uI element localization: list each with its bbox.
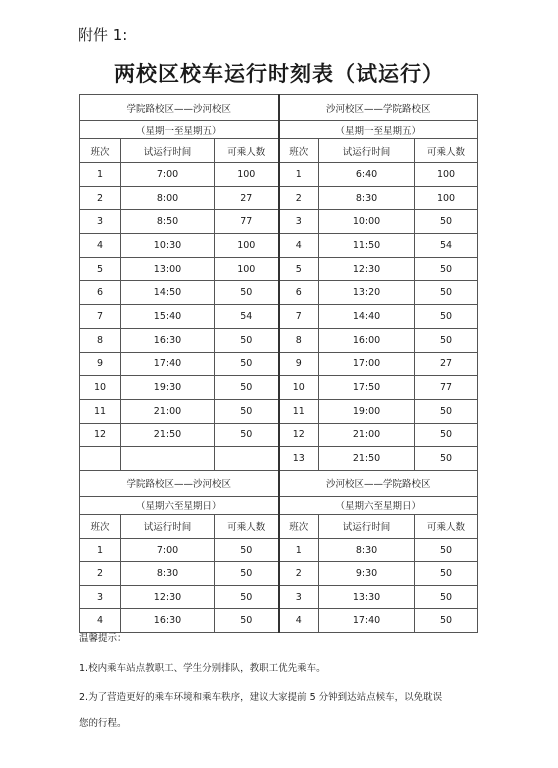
weekend-row [80,538,478,562]
left-no-cell: 1 [80,538,121,562]
right-time-cell: 21:00 [319,423,415,447]
left-no-cell: 9 [80,352,121,376]
left-no-cell: 3 [80,585,121,609]
weekday-right-route: 沙河校区——学院路校区 [279,95,478,121]
col-header-capacity: 可乘人数 [415,514,478,538]
col-header-no: 班次 [279,514,319,538]
left-capacity-cell: 50 [215,585,279,609]
weekday-row [80,399,478,423]
col-header-no: 班次 [80,139,121,163]
left-time-cell: 7:00 [121,163,215,187]
left-time-cell: 10:30 [121,234,215,258]
right-capacity-cell: 50 [415,423,478,447]
weekday-row [80,281,478,305]
page-title: 两校区校车运行时刻表（试运行） [114,61,444,86]
left-time-cell: 19:30 [121,376,215,400]
weekday-row [80,447,478,471]
right-no-cell: 2 [279,562,319,586]
left-capacity-cell: 100 [215,257,279,281]
weekend-right-days: （星期六至星期日） [279,496,478,514]
weekday-row [80,352,478,376]
right-capacity-cell: 50 [415,281,478,305]
right-no-cell: 1 [279,538,319,562]
left-time-cell: 8:50 [121,210,215,234]
right-no-cell: 13 [279,447,319,471]
right-time-cell: 17:40 [319,609,415,633]
right-time-cell: 17:00 [319,352,415,376]
right-time-cell: 10:00 [319,210,415,234]
left-no-cell: 2 [80,562,121,586]
right-time-cell: 17:50 [319,376,415,400]
left-capacity-cell: 50 [215,423,279,447]
right-capacity-cell: 27 [415,352,478,376]
weekday-right-days: （星期一至星期五） [279,121,478,139]
right-capacity-cell: 50 [415,328,478,352]
col-header-time: 试运行时间 [319,514,415,538]
right-no-cell: 5 [279,257,319,281]
col-header-time: 试运行时间 [121,514,215,538]
right-time-cell: 19:00 [319,399,415,423]
left-no-cell: 4 [80,609,121,633]
weekday-row [80,210,478,234]
right-time-cell: 8:30 [319,538,415,562]
left-time-cell: 14:50 [121,281,215,305]
col-header-no: 班次 [80,514,121,538]
weekday-row [80,423,478,447]
left-no-cell: 3 [80,210,121,234]
left-time-cell: 21:00 [121,399,215,423]
left-no-cell [80,447,121,471]
left-capacity-cell: 50 [215,609,279,633]
right-capacity-cell: 50 [415,562,478,586]
left-capacity-cell: 50 [215,399,279,423]
weekend-row [80,609,478,633]
left-no-cell: 8 [80,328,121,352]
right-capacity-cell: 50 [415,399,478,423]
right-no-cell: 2 [279,186,319,210]
right-no-cell: 1 [279,163,319,187]
right-time-cell: 21:50 [319,447,415,471]
right-no-cell: 4 [279,609,319,633]
right-capacity-cell: 50 [415,538,478,562]
left-capacity-cell: 54 [215,305,279,329]
weekday-row [80,257,478,281]
notes-line-2: 2.为了营造更好的乘车环境和乘车秩序，建议大家提前 5 分钟到达站点候车，以免耽误 [79,692,443,703]
left-capacity-cell: 27 [215,186,279,210]
right-no-cell: 12 [279,423,319,447]
right-no-cell: 7 [279,305,319,329]
right-no-cell: 11 [279,399,319,423]
right-time-cell: 9:30 [319,562,415,586]
right-capacity-cell: 50 [415,609,478,633]
right-no-cell: 6 [279,281,319,305]
right-no-cell: 10 [279,376,319,400]
left-no-cell: 1 [80,163,121,187]
left-time-cell [121,447,215,471]
right-time-cell: 11:50 [319,234,415,258]
weekday-row [80,328,478,352]
left-no-cell: 10 [80,376,121,400]
weekend-row [80,585,478,609]
left-time-cell: 7:00 [121,538,215,562]
right-no-cell: 3 [279,585,319,609]
right-capacity-cell: 50 [415,305,478,329]
right-capacity-cell: 77 [415,376,478,400]
left-capacity-cell: 50 [215,352,279,376]
weekday-row [80,305,478,329]
left-capacity-cell: 50 [215,281,279,305]
left-no-cell: 2 [80,186,121,210]
right-capacity-cell: 50 [415,585,478,609]
right-capacity-cell: 100 [415,186,478,210]
weekday-row [80,376,478,400]
right-time-cell: 16:00 [319,328,415,352]
left-no-cell: 6 [80,281,121,305]
left-time-cell: 13:00 [121,257,215,281]
annex-label: 附件 1: [78,26,128,44]
left-time-cell: 16:30 [121,328,215,352]
left-time-cell: 15:40 [121,305,215,329]
weekday-row [80,163,478,187]
left-capacity-cell: 77 [215,210,279,234]
left-time-cell: 8:30 [121,562,215,586]
right-time-cell: 12:30 [319,257,415,281]
weekday-left-days: （星期一至星期五） [80,121,279,139]
left-capacity-cell: 100 [215,163,279,187]
notes-line-1: 1.校内乘车站点教职工、学生分别排队，教职工优先乘车。 [79,663,326,674]
notes-line-3: 您的行程。 [79,718,127,729]
schedule-body [80,95,478,633]
left-time-cell: 8:00 [121,186,215,210]
right-time-cell: 13:20 [319,281,415,305]
right-no-cell: 3 [279,210,319,234]
right-capacity-cell: 50 [415,257,478,281]
right-capacity-cell: 50 [415,447,478,471]
weekend-row [80,562,478,586]
left-capacity-cell: 50 [215,376,279,400]
weekday-row [80,234,478,258]
left-capacity-cell: 50 [215,328,279,352]
col-header-capacity: 可乘人数 [415,139,478,163]
right-no-cell: 4 [279,234,319,258]
right-no-cell: 9 [279,352,319,376]
right-time-cell: 6:40 [319,163,415,187]
left-capacity-cell: 50 [215,538,279,562]
col-header-no: 班次 [279,139,319,163]
left-capacity-cell [215,447,279,471]
right-no-cell: 8 [279,328,319,352]
left-no-cell: 11 [80,399,121,423]
weekday-left-route: 学院路校区——沙河校区 [80,95,279,121]
weekday-row [80,186,478,210]
left-time-cell: 17:40 [121,352,215,376]
notes-heading: 温馨提示： [79,633,127,644]
left-time-cell: 12:30 [121,585,215,609]
col-header-time: 试运行时间 [121,139,215,163]
weekend-left-route: 学院路校区——沙河校区 [80,470,279,496]
right-capacity-cell: 50 [415,210,478,234]
col-header-capacity: 可乘人数 [215,139,279,163]
weekend-left-days: （星期六至星期日） [80,496,279,514]
left-time-cell: 21:50 [121,423,215,447]
left-no-cell: 4 [80,234,121,258]
right-time-cell: 8:30 [319,186,415,210]
left-time-cell: 16:30 [121,609,215,633]
right-capacity-cell: 54 [415,234,478,258]
right-time-cell: 14:40 [319,305,415,329]
weekend-right-route: 沙河校区——学院路校区 [279,470,478,496]
left-no-cell: 7 [80,305,121,329]
schedule-table [79,94,478,633]
col-header-capacity: 可乘人数 [215,514,279,538]
left-capacity-cell: 100 [215,234,279,258]
right-time-cell: 13:30 [319,585,415,609]
left-no-cell: 5 [80,257,121,281]
right-capacity-cell: 100 [415,163,478,187]
left-capacity-cell: 50 [215,562,279,586]
col-header-time: 试运行时间 [319,139,415,163]
left-no-cell: 12 [80,423,121,447]
